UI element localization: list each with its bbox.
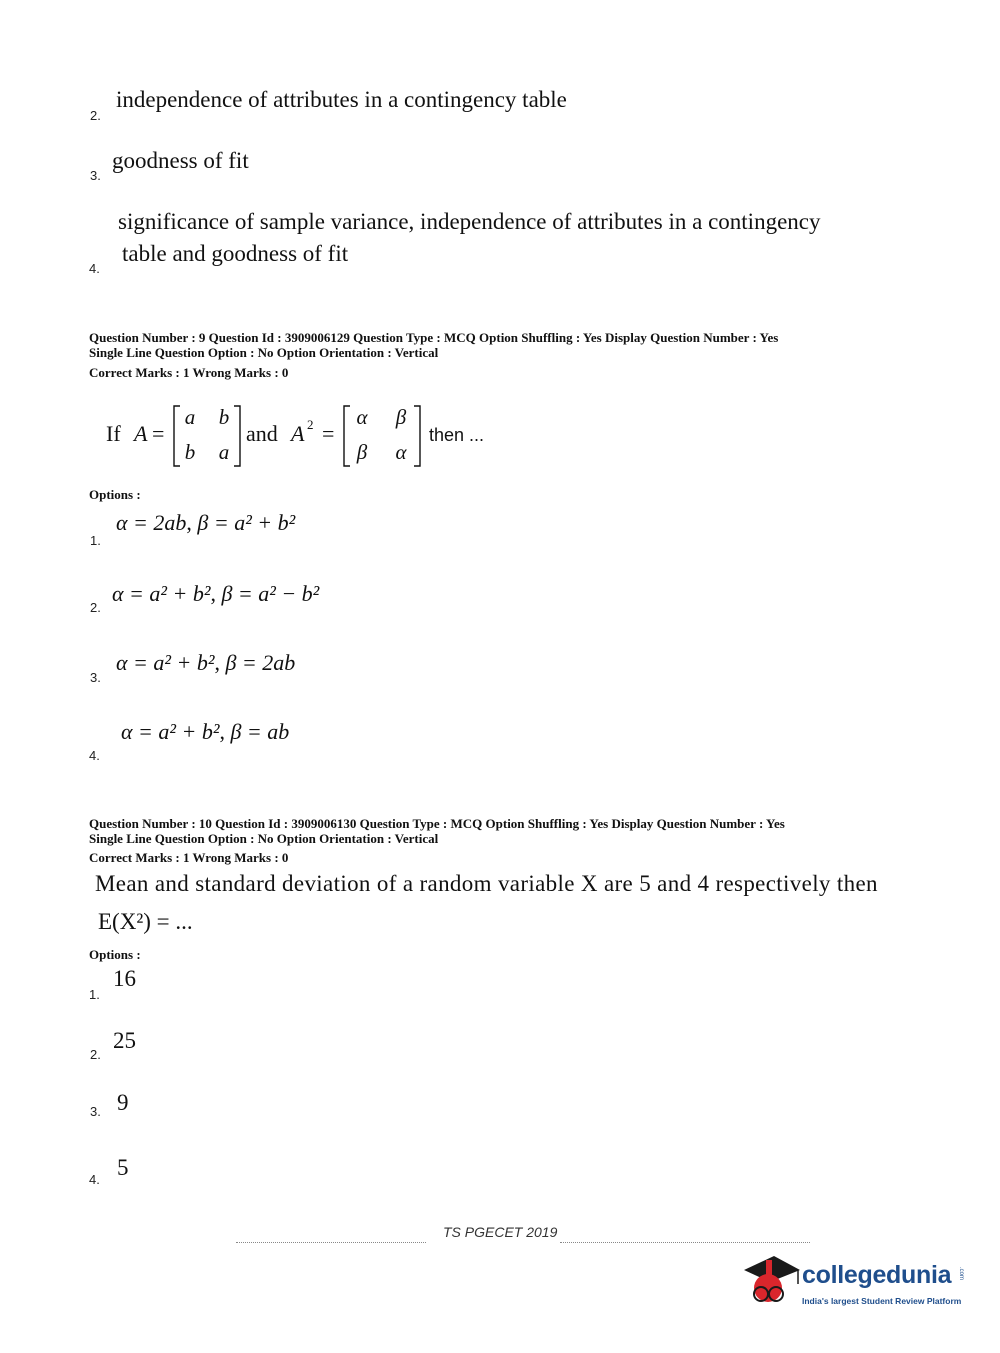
option-number: 4.	[89, 1172, 100, 1187]
matrix-cell: α	[395, 440, 407, 464]
option-math	[116, 650, 295, 676]
stem-equals: =	[322, 421, 335, 446]
stem-then: then ...	[429, 425, 485, 445]
beta-expression: β = 2ab	[225, 650, 296, 675]
matrix-cell: β	[395, 405, 407, 429]
question-marks: Correct Marks : 1 Wrong Marks : 0	[89, 365, 289, 380]
option-number: 3.	[90, 1104, 101, 1119]
matrix-cell: α	[356, 405, 368, 429]
brand-tagline: India's largest Student Review Platform	[802, 1296, 962, 1306]
option-number: 2.	[90, 108, 101, 123]
matrix-cell: a	[218, 440, 230, 464]
option-text: 9	[117, 1090, 129, 1115]
beta-expression: β = a² − b²	[221, 581, 320, 606]
brand-suffix: .com	[958, 1267, 964, 1281]
question-meta: Question Number : 10 Question Id : 3909006130 Question Type : MCQ Option Shuffling : Yes Display Question Number : Yes	[89, 816, 785, 831]
matrix-cell: a	[184, 405, 196, 429]
option-math	[116, 510, 295, 536]
question-meta: Single Line Question Option : No Option Orientation : Vertical	[89, 831, 439, 846]
matrix-cell: β	[356, 440, 368, 464]
option-number: 3.	[90, 168, 101, 183]
collegedunia-logo	[740, 1248, 970, 1318]
question-meta: Single Line Question Option : No Option Orientation : Vertical	[89, 345, 439, 360]
alpha-expression: α = a² + b²	[112, 581, 211, 606]
option-text: 25	[113, 1028, 136, 1053]
options-label: Options :	[89, 487, 141, 502]
stem-var-a2: A	[291, 421, 305, 446]
option-text: independence of attributes in a contingency table	[116, 87, 567, 112]
separator: ,	[214, 650, 220, 675]
stem-if: If	[106, 421, 121, 446]
option-text: 16	[113, 966, 136, 991]
stem-and: and	[246, 421, 278, 446]
exam-footer-title: TS PGECET 2019	[443, 1224, 558, 1240]
footer-divider	[236, 1242, 426, 1245]
question-marks: Correct Marks : 1 Wrong Marks : 0	[89, 850, 289, 865]
footer-divider	[560, 1242, 810, 1245]
option-number: 4.	[89, 261, 100, 276]
question-stem-line1: Mean and standard deviation of a random variable X are 5 and 4 respectively then	[95, 871, 878, 896]
separator: ,	[186, 510, 192, 535]
option-math	[121, 719, 289, 745]
graduate-cap-icon	[740, 1248, 800, 1310]
option-text: 5	[117, 1155, 129, 1180]
question-meta: Question Number : 9 Question Id : 3909006129 Question Type : MCQ Option Shuffling : Yes Display Question Number : Yes	[89, 330, 779, 345]
alpha-expression: α = a² + b²	[116, 650, 215, 675]
brand-name: collegedunia	[802, 1261, 952, 1289]
alpha-expression: α = a² + b²	[121, 719, 220, 744]
option-text-line2: table and goodness of fit	[122, 241, 349, 266]
stem-var-a: A	[134, 421, 148, 446]
option-number: 1.	[89, 987, 100, 1002]
alpha-expression: α = 2ab	[116, 510, 187, 535]
matrix-cell: b	[218, 405, 230, 429]
beta-expression: β = a² + b²	[197, 510, 296, 535]
option-text-line1: significance of sample variance, independence of attributes in a contingency	[118, 209, 821, 234]
matrix-cell: b	[184, 440, 196, 464]
option-number: 2.	[90, 600, 101, 615]
option-number: 4.	[89, 748, 100, 763]
option-number: 3.	[90, 670, 101, 685]
stem-exponent: 2	[307, 417, 314, 432]
option-number: 1.	[90, 533, 101, 548]
option-number: 2.	[90, 1047, 101, 1062]
separator: ,	[219, 719, 225, 744]
stem-equals: =	[152, 421, 165, 446]
options-label: Options :	[89, 947, 141, 962]
beta-expression: β = ab	[230, 719, 290, 744]
option-text: goodness of fit	[112, 148, 249, 173]
matrix-a	[172, 404, 242, 468]
question-stem-line2: E(X²) = ...	[98, 909, 193, 934]
option-math	[112, 581, 319, 607]
separator: ,	[210, 581, 216, 606]
matrix-a-squared	[342, 404, 422, 468]
